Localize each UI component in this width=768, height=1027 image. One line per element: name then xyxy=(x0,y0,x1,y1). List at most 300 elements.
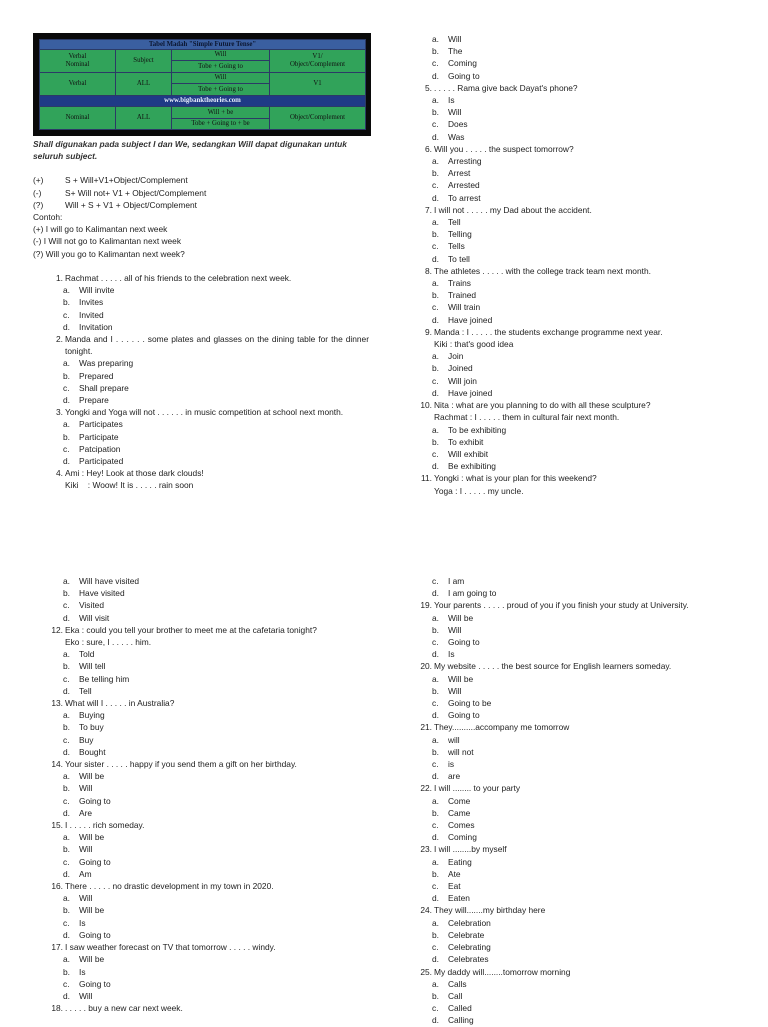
option-letter: b. xyxy=(432,990,439,1001)
option-letter: d. xyxy=(63,321,70,332)
option-letter: c. xyxy=(432,576,439,586)
option-letter: a. xyxy=(432,156,439,167)
answer-option xyxy=(47,382,369,394)
option-letter: d. xyxy=(63,685,70,696)
option-letter: b. xyxy=(63,722,70,733)
answer-option xyxy=(47,868,369,880)
answer-option xyxy=(47,734,369,746)
option-text: Will xyxy=(448,624,462,635)
answer-option xyxy=(47,612,369,624)
option-letter: b. xyxy=(432,290,439,301)
option-letter: a. xyxy=(432,795,439,806)
option-text: Comes xyxy=(448,820,475,831)
question-number: 1. xyxy=(56,273,63,283)
option-text: Going to xyxy=(448,637,480,648)
question-item xyxy=(416,82,746,143)
answer-option xyxy=(416,192,746,204)
option-text: Came xyxy=(448,807,471,818)
answer-option xyxy=(416,70,746,82)
option-letter: a. xyxy=(63,771,70,782)
option-letter: b. xyxy=(63,370,70,381)
contoh-label: Contoh: xyxy=(33,212,63,223)
question-number: 7. xyxy=(425,204,432,215)
question-text: I will ........by myself xyxy=(434,844,507,855)
option-letter: d. xyxy=(432,314,439,325)
answer-option xyxy=(416,289,746,301)
question-text: Nita : what are you planning to do with all these sculpture? xyxy=(434,400,651,411)
option-letter: d. xyxy=(432,588,439,599)
answer-option xyxy=(416,1002,746,1014)
option-text: Participate xyxy=(79,431,119,442)
answer-option xyxy=(47,443,369,455)
option-text: Buying xyxy=(79,710,105,721)
table-nominal-subject: ALL xyxy=(116,107,172,130)
option-text: Coming xyxy=(448,832,477,843)
option-letter: c. xyxy=(63,795,70,806)
answer-option xyxy=(416,436,746,448)
answer-option xyxy=(416,179,746,191)
option-text: are xyxy=(448,771,461,782)
table-verbal-subject: ALL xyxy=(116,72,172,95)
question-number: 22. xyxy=(420,783,432,794)
option-text: Be telling him xyxy=(79,673,130,684)
question-number: 6. xyxy=(425,143,432,154)
answer-option xyxy=(416,929,746,941)
question-item xyxy=(416,265,746,326)
question-text: . . . . . buy a new car next week. xyxy=(65,1003,183,1014)
answer-option xyxy=(416,575,746,587)
answer-option xyxy=(47,296,369,308)
table-verbal-value: V1 xyxy=(270,72,366,95)
question-text: Eka : could you tell your brother to meet me at the cafetaria tonight? xyxy=(65,624,317,635)
question-text: I will not . . . . . my Dad about the accident. xyxy=(434,204,592,215)
answer-option xyxy=(416,892,746,904)
option-letter: a. xyxy=(432,278,439,289)
option-letter: b. xyxy=(432,168,439,179)
question-text: Kiki : that's good idea xyxy=(434,339,514,350)
answer-option xyxy=(416,819,746,831)
option-letter: c. xyxy=(432,448,439,459)
option-letter: b. xyxy=(63,966,70,977)
answer-option xyxy=(416,770,746,782)
answer-option xyxy=(416,709,746,721)
option-letter: a. xyxy=(432,217,439,228)
option-text: Visited xyxy=(79,600,104,611)
option-letter: b. xyxy=(63,905,70,916)
question-text: I will ........ to your party xyxy=(434,783,521,794)
option-text: Trains xyxy=(448,278,471,289)
question-text: My website . . . . . the best source for English learners someday. xyxy=(434,661,672,672)
option-text: Patcipation xyxy=(79,443,121,454)
option-letter: c. xyxy=(432,180,439,191)
table-nominal-tobe: Tobe + Going to + be xyxy=(172,118,270,129)
answer-option xyxy=(47,394,369,406)
option-text: Participated xyxy=(79,456,124,467)
option-text: Arrest xyxy=(448,168,471,179)
question-number: 5. xyxy=(425,82,432,93)
option-text: Arresting xyxy=(448,156,482,167)
option-text: Was xyxy=(448,131,465,142)
answer-option xyxy=(416,685,746,697)
option-letter: c. xyxy=(63,309,70,320)
page2-right-column xyxy=(416,575,746,1027)
question-number: 12. xyxy=(51,624,63,635)
option-text: Have joined xyxy=(448,387,493,398)
option-text: I am going to xyxy=(448,588,497,599)
question-number: 17. xyxy=(51,942,63,953)
shall-note: Shall digunakan pada subject I dan We, sedangkan Will dapat digunakan untuk seluruh subject. xyxy=(33,139,347,162)
option-text: Have joined xyxy=(448,314,493,325)
example-question: (?) Will you go to Kalimantan next week? xyxy=(33,248,185,259)
option-letter: c. xyxy=(432,698,439,709)
answer-option xyxy=(47,904,369,916)
answer-option xyxy=(416,362,746,374)
option-text: Calling xyxy=(448,1015,474,1026)
option-letter: b. xyxy=(63,297,70,308)
option-letter: b. xyxy=(432,46,439,57)
option-text: Will xyxy=(79,893,93,904)
option-text: Will xyxy=(79,783,93,794)
option-letter: b. xyxy=(63,783,70,794)
answer-option xyxy=(47,746,369,758)
question-item xyxy=(47,272,369,333)
answer-option xyxy=(416,240,746,252)
option-text: Going to xyxy=(79,978,111,989)
answer-option xyxy=(47,418,369,430)
example-negative: (-) I Will not go to Kalimantan next week xyxy=(33,236,182,247)
answer-option xyxy=(47,587,369,599)
answer-option xyxy=(416,917,746,929)
option-text: Will invite xyxy=(79,285,115,296)
option-text: Will be xyxy=(448,612,474,623)
example-positive: (+) I will go to Kalimantan next week xyxy=(33,224,168,235)
option-text: Going to xyxy=(79,795,111,806)
option-letter: c. xyxy=(432,637,439,648)
question-text: Kiki : Woow! It is . . . . . rain soon xyxy=(65,480,194,491)
option-text: The xyxy=(448,46,463,57)
page2-left-column xyxy=(47,575,369,1014)
question-text: There . . . . . no drastic development in my town in 2020. xyxy=(65,881,274,892)
answer-option xyxy=(47,807,369,819)
option-text: Will exhibit xyxy=(448,448,489,459)
option-letter: d. xyxy=(432,131,439,142)
answer-option xyxy=(416,424,746,436)
option-letter: d. xyxy=(432,710,439,721)
answer-option xyxy=(416,350,746,362)
option-letter: a. xyxy=(432,351,439,362)
answer-option xyxy=(416,953,746,965)
answer-option xyxy=(47,721,369,733)
option-text: Will train xyxy=(448,302,481,313)
answer-option xyxy=(416,45,746,57)
question-item xyxy=(416,721,746,782)
question-number: 10. xyxy=(420,400,432,411)
option-letter: d. xyxy=(63,807,70,818)
option-letter: c. xyxy=(432,759,439,770)
answer-option xyxy=(47,575,369,587)
answer-option xyxy=(416,57,746,69)
answer-option xyxy=(416,94,746,106)
answer-option xyxy=(47,929,369,941)
answer-option xyxy=(47,660,369,672)
question-text: Yoga : I . . . . . my uncle. xyxy=(434,485,524,496)
option-letter: d. xyxy=(63,456,70,467)
option-text: To buy xyxy=(79,722,104,733)
option-text: Does xyxy=(448,119,468,130)
option-letter: a. xyxy=(63,285,70,296)
answer-option xyxy=(47,990,369,1002)
option-letter: b. xyxy=(432,685,439,696)
answer-option xyxy=(47,673,369,685)
option-letter: a. xyxy=(63,576,70,586)
option-text: Going to xyxy=(448,70,480,81)
option-letter: a. xyxy=(63,893,70,904)
option-text: Will xyxy=(448,34,462,44)
question-text: They will.......my birthday here xyxy=(434,905,546,916)
answer-option xyxy=(416,758,746,770)
question-text: Yongki and Yoga will not . . . . . . in music competition at school next month. xyxy=(65,407,344,418)
table-nominal-willbe: Will + be xyxy=(172,107,270,118)
option-letter: d. xyxy=(432,1015,439,1026)
option-letter: a. xyxy=(432,856,439,867)
option-text: Eaten xyxy=(448,893,470,904)
answer-option xyxy=(416,941,746,953)
option-text: Will xyxy=(448,107,462,118)
answer-option xyxy=(416,673,746,685)
option-letter: a. xyxy=(63,419,70,430)
option-letter: d. xyxy=(432,893,439,904)
option-text: Celebrates xyxy=(448,954,489,965)
answer-option xyxy=(416,636,746,648)
table-header-type: Verbal Nominal xyxy=(40,50,116,73)
option-letter: d. xyxy=(63,868,70,879)
option-letter: a. xyxy=(432,734,439,745)
option-text: Celebration xyxy=(448,917,491,928)
table-title: Tabel Madah "Simple Future Tense" xyxy=(40,40,366,50)
option-letter: d. xyxy=(63,395,70,406)
question-item xyxy=(47,406,369,467)
answer-option xyxy=(416,612,746,624)
table-verbal-will: Will xyxy=(172,72,270,83)
option-letter: d. xyxy=(432,70,439,81)
option-text: Will tell xyxy=(79,661,106,672)
option-text: Ate xyxy=(448,868,461,879)
option-letter: b. xyxy=(63,431,70,442)
option-letter: b. xyxy=(432,436,439,447)
formula-question: (?) Will + S + V1 + Object/Complement xyxy=(33,199,197,210)
option-text: Was preparing xyxy=(79,358,134,369)
option-letter: a. xyxy=(432,95,439,106)
question-text: The athletes . . . . . with the college track team next month. xyxy=(434,265,651,276)
answer-option xyxy=(416,856,746,868)
option-letter: c. xyxy=(63,917,70,928)
question-text: Rachmat . . . . . all of his friends to the celebration next week. xyxy=(65,273,292,283)
option-letter: a. xyxy=(63,649,70,660)
question-number: 16. xyxy=(51,881,63,892)
option-letter: a. xyxy=(63,710,70,721)
question-text: Manda and I . . . . . . some plates and glasses on the dining table for the dinner tonight. xyxy=(65,334,369,357)
question-item xyxy=(416,599,746,660)
option-letter: c. xyxy=(63,600,70,611)
question-item xyxy=(47,1002,369,1014)
option-text: Told xyxy=(79,649,95,660)
question-item xyxy=(47,624,369,697)
option-text: Trained xyxy=(448,290,477,301)
option-text: Are xyxy=(79,807,93,818)
answer-option xyxy=(47,431,369,443)
question-text: Will you . . . . . the suspect tomorrow? xyxy=(434,143,574,154)
option-text: is xyxy=(448,759,455,770)
formula-positive: (+) S + Will+V1+Object/Complement xyxy=(33,175,188,186)
option-letter: a. xyxy=(432,424,439,435)
answer-option xyxy=(47,953,369,965)
question-item xyxy=(416,326,746,399)
option-letter: b. xyxy=(63,661,70,672)
option-text: Have visited xyxy=(79,588,125,599)
option-text: Will visit xyxy=(79,612,110,623)
answer-option xyxy=(416,33,746,45)
option-text: Is xyxy=(79,966,86,977)
answer-option xyxy=(47,685,369,697)
table-header-subject: Subject xyxy=(116,50,172,73)
answer-option xyxy=(47,843,369,855)
answer-option xyxy=(416,648,746,660)
table-nominal-value: Object/Complement xyxy=(270,107,366,130)
option-letter: d. xyxy=(63,990,70,1001)
question-item xyxy=(416,782,746,843)
question-text: My daddy will........tomorrow morning xyxy=(434,966,571,977)
option-text: Prepared xyxy=(79,370,114,381)
option-text: Will be xyxy=(448,673,474,684)
answer-option xyxy=(47,648,369,660)
answer-option xyxy=(416,1014,746,1026)
answer-option xyxy=(47,892,369,904)
question-item xyxy=(47,941,369,1002)
answer-option xyxy=(47,321,369,333)
question-item xyxy=(416,143,746,204)
option-letter: d. xyxy=(63,929,70,940)
option-text: Participates xyxy=(79,419,123,430)
option-text: To be exhibiting xyxy=(448,424,507,435)
table-verbal-tobe: Tobe + Going to xyxy=(172,84,270,95)
option-text: To arrest xyxy=(448,192,481,203)
question-number: 24. xyxy=(420,905,432,916)
option-letter: a. xyxy=(432,917,439,928)
question-text: Your parents . . . . . proud of you if you finish your study at University. xyxy=(434,600,689,611)
option-letter: d. xyxy=(432,832,439,843)
option-text: Will be xyxy=(79,771,105,782)
answer-option xyxy=(416,253,746,265)
option-letter: a. xyxy=(432,673,439,684)
option-text: Going to be xyxy=(448,698,492,709)
option-text: To exhibit xyxy=(448,436,484,447)
answer-option xyxy=(47,917,369,929)
answer-option xyxy=(416,387,746,399)
question-text: Ami : Hey! Look at those dark clouds! xyxy=(65,468,204,479)
option-text: Tell xyxy=(448,217,461,228)
table-verbal-label: Verbal xyxy=(40,72,116,95)
option-text: I am xyxy=(448,576,465,586)
option-text: Will be xyxy=(79,954,105,965)
answer-option xyxy=(47,978,369,990)
answer-option xyxy=(416,460,746,472)
option-text: Invited xyxy=(79,309,104,320)
answer-option xyxy=(416,375,746,387)
question-number: 25. xyxy=(420,966,432,977)
answer-option xyxy=(416,118,746,130)
option-letter: c. xyxy=(432,942,439,953)
question-text: Eko : sure, I . . . . . him. xyxy=(65,637,152,648)
question-text: Rachmat : I . . . . . them in cultural fair next month. xyxy=(434,412,620,423)
answer-option xyxy=(416,697,746,709)
option-text: Join xyxy=(448,351,464,362)
option-letter: c. xyxy=(432,820,439,831)
option-letter: d. xyxy=(432,192,439,203)
answer-option xyxy=(47,709,369,721)
option-text: Am xyxy=(79,868,92,879)
option-letter: b. xyxy=(63,844,70,855)
answer-option xyxy=(416,301,746,313)
option-letter: d. xyxy=(63,612,70,623)
option-letter: b. xyxy=(432,624,439,635)
question-number: 14. xyxy=(51,759,63,770)
option-text: Will be xyxy=(79,832,105,843)
answer-option xyxy=(416,978,746,990)
question-number: 19. xyxy=(420,600,432,611)
option-text: Called xyxy=(448,1003,472,1014)
question-number: 23. xyxy=(420,844,432,855)
grammar-table-frame xyxy=(33,33,371,136)
question-item xyxy=(416,904,746,965)
option-letter: c. xyxy=(432,302,439,313)
question-item xyxy=(416,399,746,472)
answer-option xyxy=(416,990,746,1002)
option-letter: b. xyxy=(63,588,70,599)
option-letter: a. xyxy=(63,954,70,965)
question-item xyxy=(47,697,369,758)
answer-option xyxy=(47,795,369,807)
option-text: Joined xyxy=(448,363,473,374)
answer-option xyxy=(416,228,746,240)
question-number: 9. xyxy=(425,326,432,337)
option-text: Will join xyxy=(448,375,477,386)
option-text: Bought xyxy=(79,746,106,757)
answer-option xyxy=(47,370,369,382)
option-letter: b. xyxy=(432,107,439,118)
option-letter: a. xyxy=(63,358,70,369)
answer-option xyxy=(47,455,369,467)
option-text: Going to xyxy=(448,710,480,721)
answer-option xyxy=(47,856,369,868)
option-letter: c. xyxy=(63,382,70,393)
option-letter: a. xyxy=(432,978,439,989)
option-text: Buy xyxy=(79,734,94,745)
answer-option xyxy=(416,314,746,326)
answer-option xyxy=(47,782,369,794)
option-letter: c. xyxy=(432,241,439,252)
option-text: Is xyxy=(448,95,455,106)
answer-option xyxy=(47,309,369,321)
question-item xyxy=(416,204,746,265)
table-nominal-label: Nominal xyxy=(40,107,116,130)
option-letter: a. xyxy=(432,612,439,623)
question-text: I saw weather forecast on TV that tomorrow . . . . . windy. xyxy=(65,942,276,953)
question-number: 11. xyxy=(420,473,432,484)
option-text: Tells xyxy=(448,241,465,252)
answer-option xyxy=(47,599,369,611)
answer-option xyxy=(416,624,746,636)
option-letter: c. xyxy=(63,734,70,745)
